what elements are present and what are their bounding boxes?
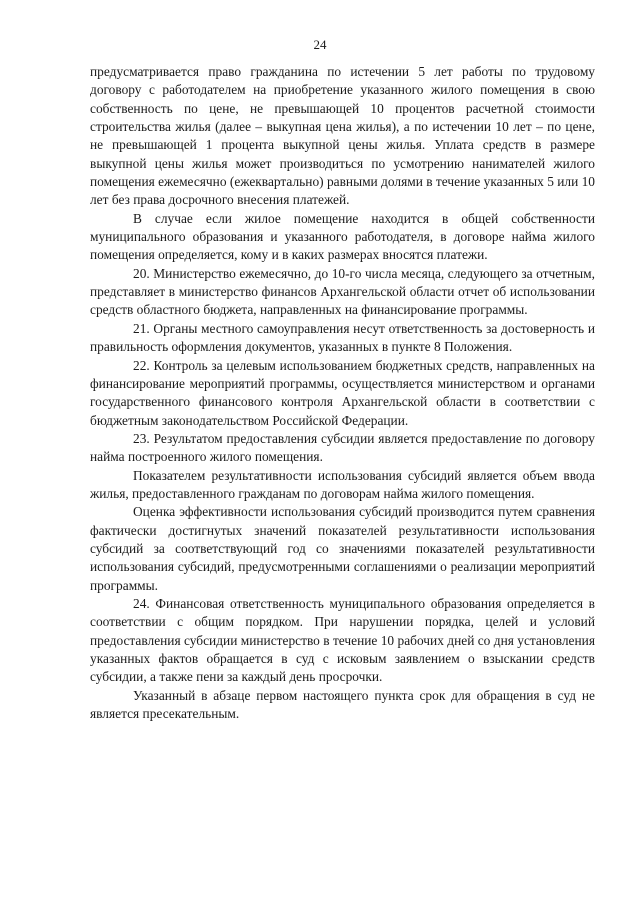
paragraph-efficiency-evaluation: Оценка эффективности использования субсидий производится путем сравнения фактически достигнутых значений показателей результативности использования субсидий за соответствующий год со значениями показателей результативности использования субсидий, предусмотренными соглашениями о реализации мероприятий программы. (90, 504, 595, 593)
page-number: 24 (313, 37, 327, 52)
paragraph-item-22: 22. Контроль за целевым использованием бюджетных средств, направленных на финансирование мероприятий программы, осуществляется министерством и органами государственного финансового контроля Архангельской области в соответствии с бюджетным законодательством Российской Федерации. (90, 357, 595, 428)
paragraph-continuation: предусматривается право гражданина по истечении 5 лет работы по трудовому договору с работодателем на приобретение указанного жилого помещения в свою собственность по цене, не превышающей 10 процентов расчетной стоимости строительства жилья (далее – выкупная цена жилья), а по истечении 10 лет – по цене, не превышающей 1 процента выкупной цены жилья. Уплата средств в размере выкупной цены жилья может производиться по усмотрению нанимателей жилого помещения ежемесячно (ежеквартально) равными долями в течение указанных 5 или 10 лет без права досрочного внесения платежей. (90, 64, 595, 208)
paragraph-item-23: 23. Результатом предоставления субсидии является предоставление по договору найма построенного жилого помещения. (90, 430, 595, 465)
paragraph-deadline-note: Указанный в абзаце первом настоящего пункта срок для обращения в суд не является пресекательным. (90, 687, 595, 722)
paragraph-item-24: 24. Финансовая ответственность муниципального образования определяется в соответствии с общим порядком. При нарушении порядка, целей и условий предоставления субсидии министерство в течение 10 рабочих дней со дня установления указанных фактов обращается в суд с исковым заявлением о взыскании средств субсидии, а также пени за каждый день просрочки. (90, 595, 595, 685)
paragraph-performance-indicator: Показателем результативности использования субсидий является объем ввода жилья, предоставленного гражданам по договорам найма жилого помещения. (90, 467, 595, 501)
paragraph-item-20: 20. Министерство ежемесячно, до 10-го числа месяца, следующего за отчетным, представляет в министерство финансов Архангельской области отчет об использовании средств областного бюджета, направленных на финансирование программы. (90, 265, 595, 318)
paragraph-joint-ownership: В случае если жилое помещение находится в общей собственности муниципального образования и указанного работодателя, в договоре найма жилого помещения определяется, кому и в каких размерах вносятся платежи. (90, 210, 595, 263)
document-body (90, 63, 595, 723)
paragraph-item-21: 21. Органы местного самоуправления несут ответственность за достоверность и правильность оформления документов, указанных в пункте 8 Положения. (90, 320, 595, 355)
